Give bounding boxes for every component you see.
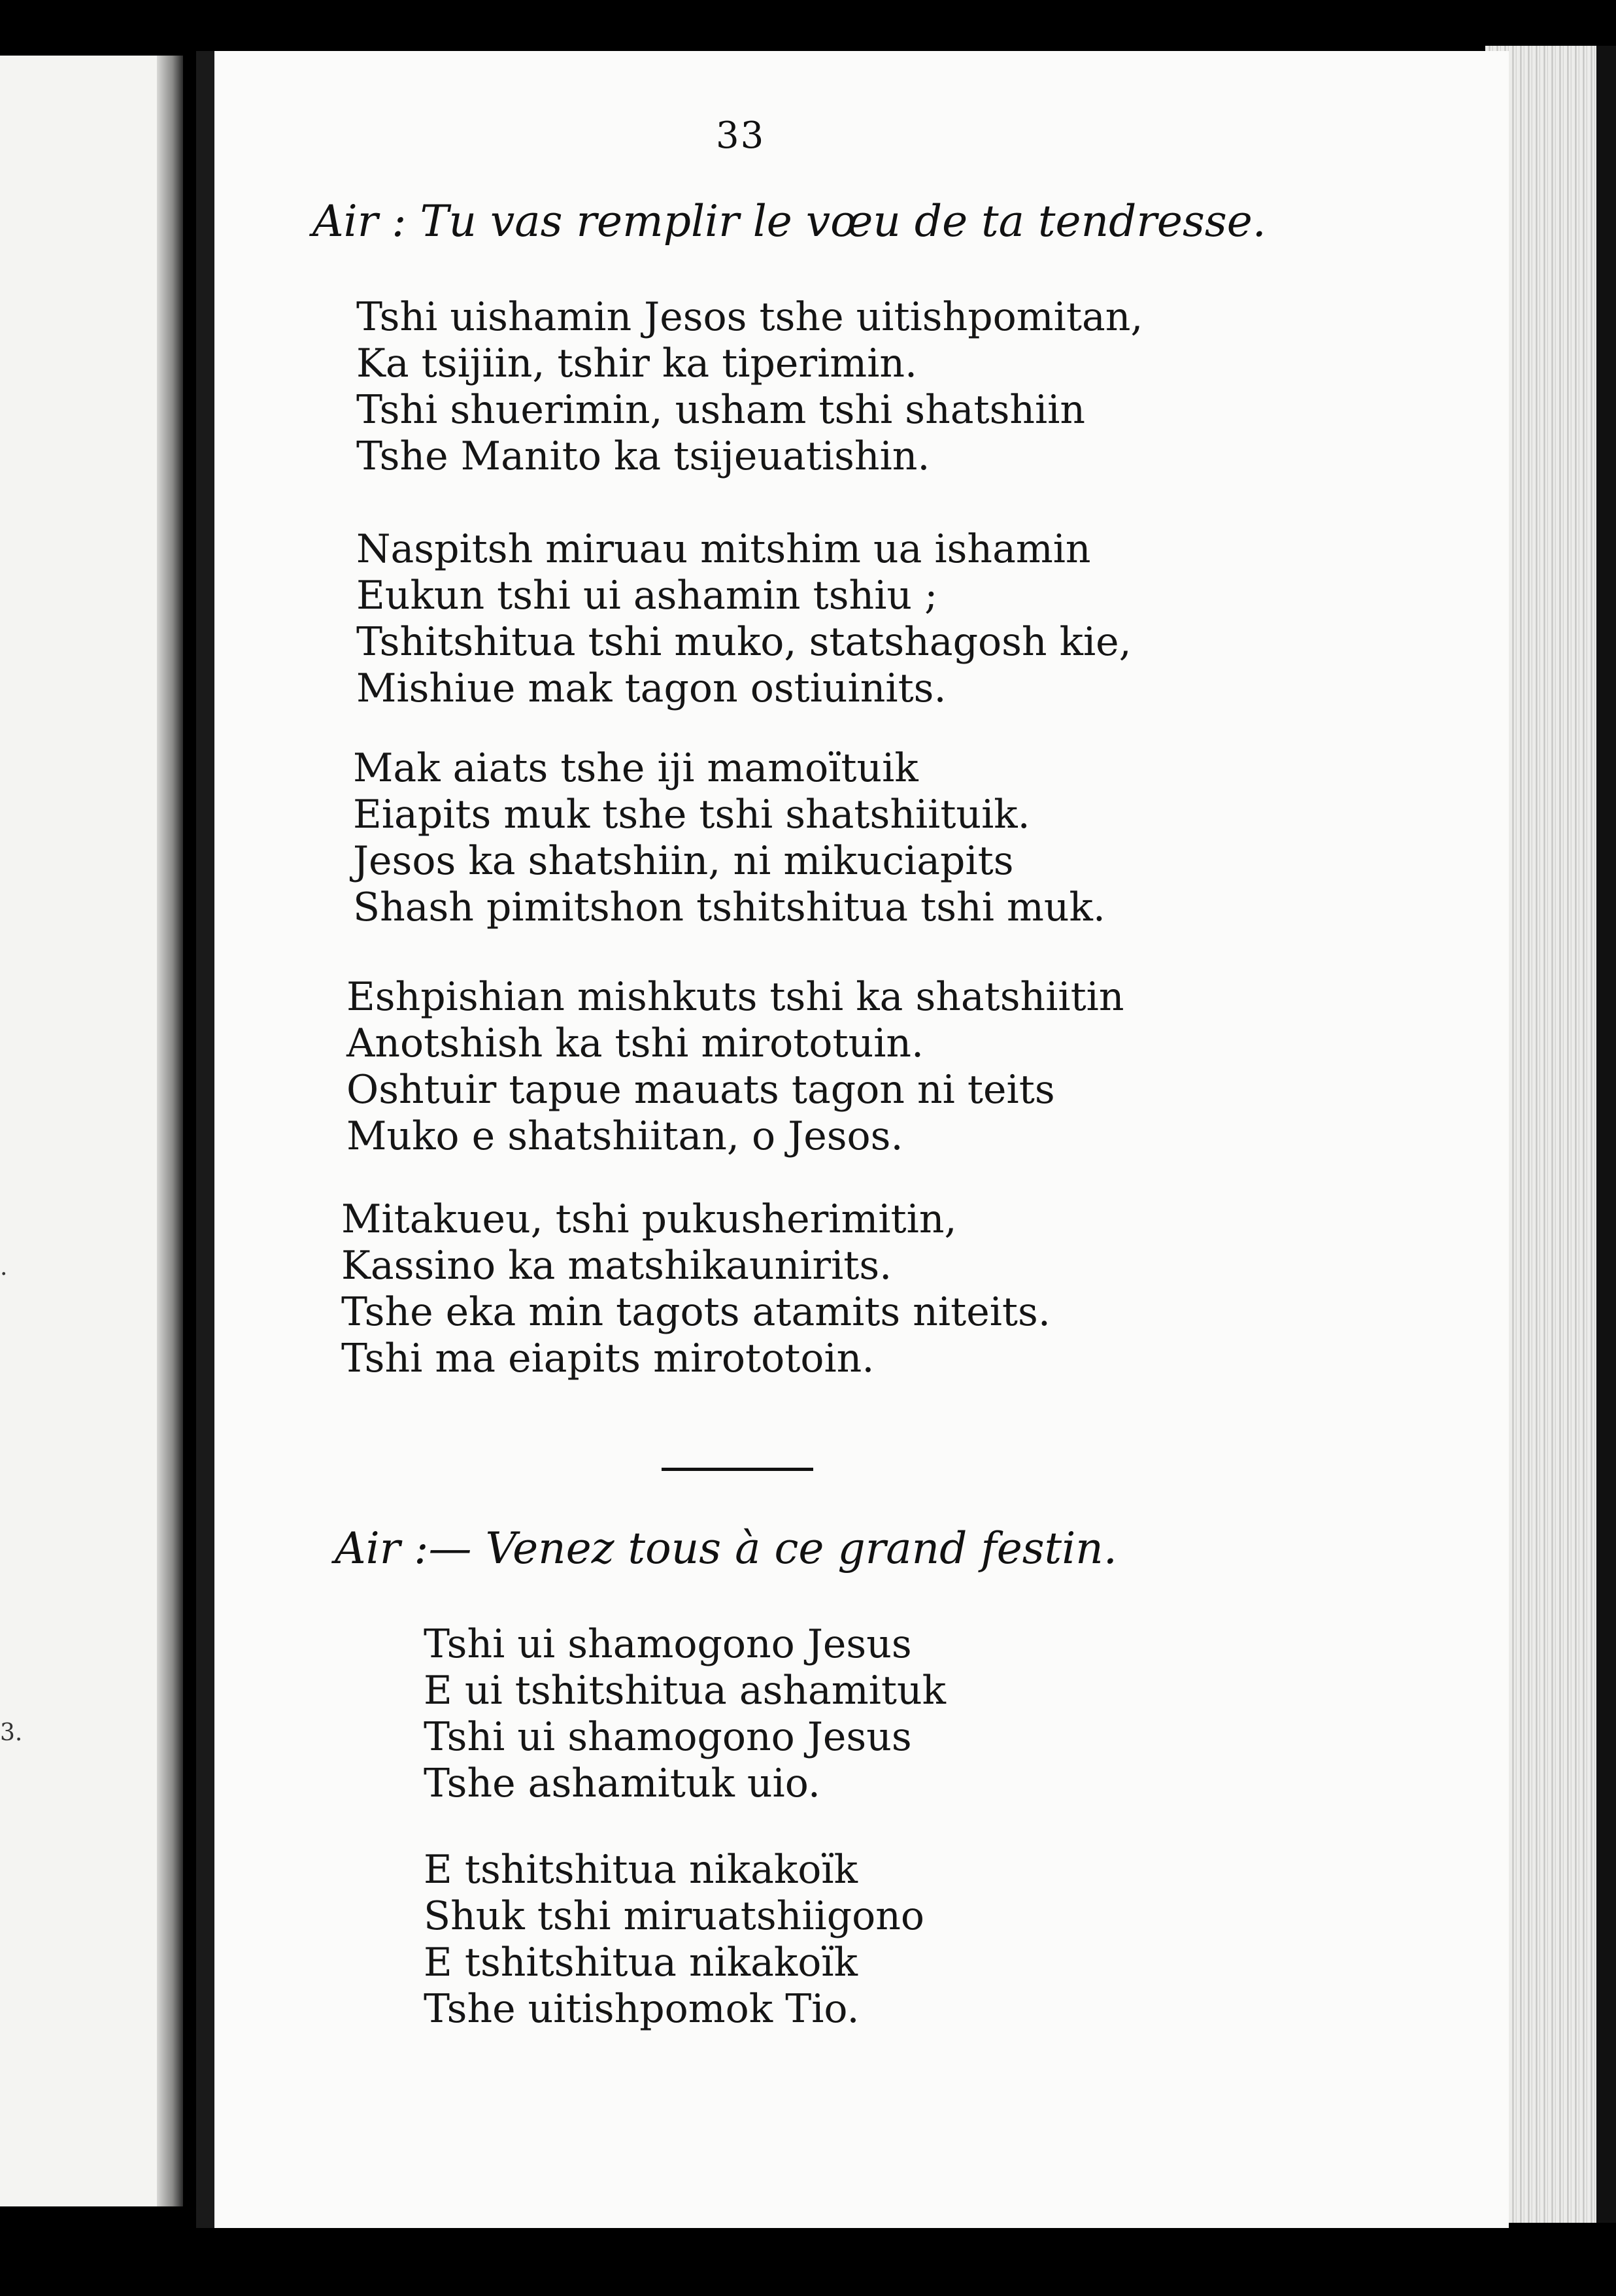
left-page-mark: 3. [0,1719,23,1746]
verse-line: Mak aiats tshe iji mamoïtuik [353,745,918,791]
verse-line: Tshitshitua tshi muko, statshagosh kie, [356,619,1132,665]
left-page-gutter [157,56,183,2206]
song-1-stanza-2 [356,526,1132,712]
verse-line: Oshtuir tapue mauats tagon ni teits [346,1067,1055,1113]
verse-line: Tshe eka min tagots atamits niteits. [341,1289,1051,1335]
verse-line: Tshi ma eiapits mirototoin. [341,1336,875,1381]
verse-line: E tshitshitua nikakoïk [424,1847,858,1893]
verse-line: E ui tshitshitua ashamituk [424,1668,947,1714]
verse-line: Eukun tshi ui ashamin tshiu ; [356,573,938,618]
section-divider [662,1468,813,1471]
verse-line: Tshe Manito ka tsijeuatishin. [356,433,930,479]
verse-line: Mishiue mak tagon ostiuinits. [356,666,947,711]
page-edge-shadow [1596,46,1616,2223]
verse-line: Eshpishian mishkuts tshi ka shatshiitin [346,974,1124,1020]
verse-line: Tshi ui shamogono Jesus [424,1714,912,1760]
verse-line: Tshe ashamituk uio. [424,1761,820,1806]
verse-line: E tshitshitua nikakoïk [424,1940,858,1985]
song-1-air-heading: Air : Tu vas remplir le vœu de ta tendresse. [312,196,1266,246]
verse-line: Tshe uitishpomok Tio. [424,1986,860,2032]
verse-line: Mitakueu, tshi pukusherimitin, [341,1196,957,1242]
song-1-stanza-1 [356,294,1143,480]
verse-line: Ka tsijiin, tshir ka tiperimin. [356,341,918,386]
verse-line: Tshi ui shamogono Jesus [424,1621,912,1667]
song-1-stanza-3 [353,745,1105,931]
song-2-stanza-2 [424,1847,924,2033]
verse-line: Jesos ka shatshiin, ni mikuciapits [353,838,1014,884]
verse-line: Shash pimitshon tshitshitua tshi muk. [353,885,1105,930]
song-2-air-heading: Air :— Venez tous à ce grand festin. [335,1523,1117,1574]
verse-line: Muko e shatshiitan, o Jesos. [346,1113,903,1159]
left-page-mark: . [0,1254,8,1281]
verse-line: Kassino ka matshikaunirits. [341,1243,892,1289]
verse-line: Tshi uishamin Jesos tshe uitishpomitan, [356,294,1143,340]
song-2-stanza-1 [424,1621,946,1807]
left-facing-page [0,56,183,2206]
page-number: 33 [716,114,766,157]
song-1-stanza-4 [346,974,1124,1160]
verse-line: Naspitsh miruau mitshim ua ishamin [356,526,1091,572]
verse-line: Shuk tshi miruatshiigono [424,1893,925,1939]
verse-line: Eiapits muk tshe tshi shatshiituik. [353,792,1030,837]
verse-line: Anotshish ka tshi mirototuin. [346,1021,924,1066]
verse-line: Tshi shuerimin, usham tshi shatshiin [356,387,1086,433]
song-1-stanza-5 [341,1196,1051,1382]
